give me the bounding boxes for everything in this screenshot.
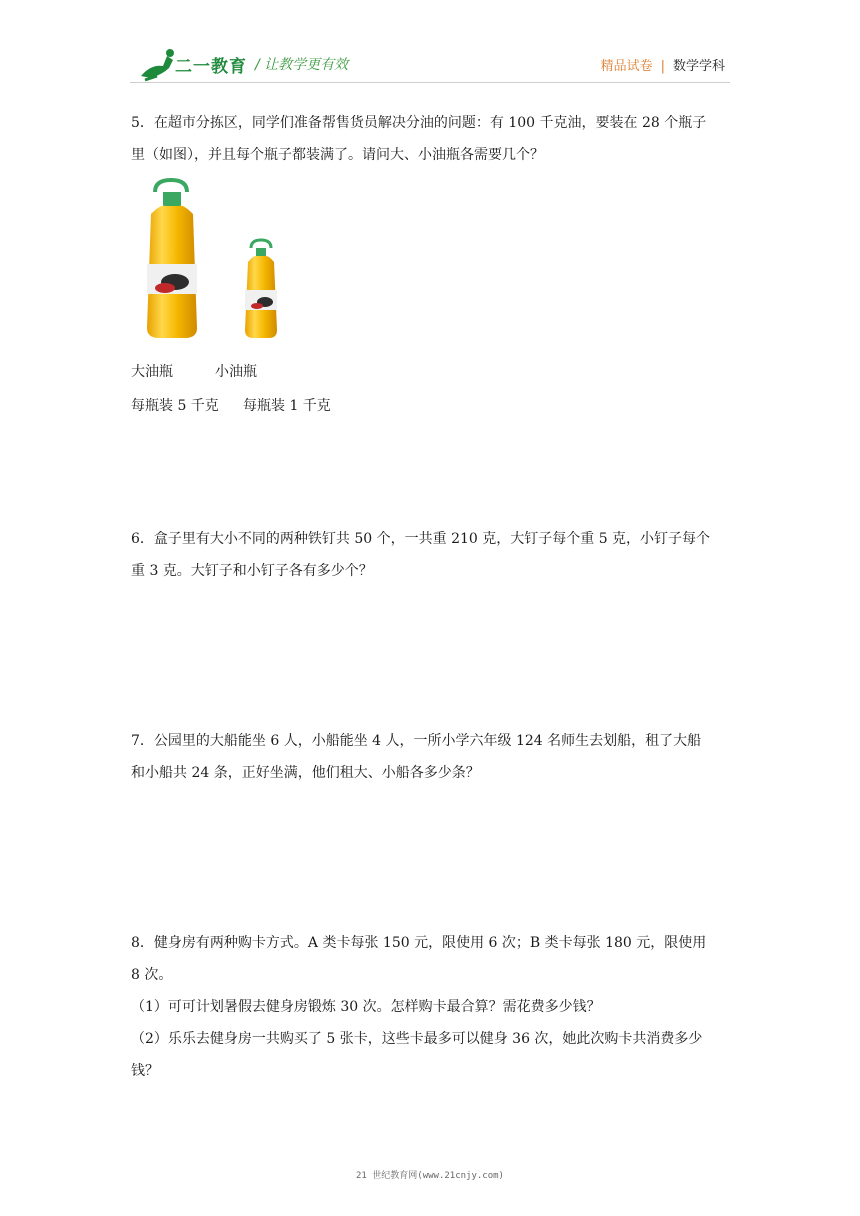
header-tags	[601, 55, 725, 74]
small-bottle-icon	[245, 240, 277, 338]
question-8-line1: 8．健身房有两种购卡方式。A 类卡每张 150 元，限使用 6 次；B 类卡每张 180 元，限使用	[131, 935, 707, 951]
question-6-line1: 6．盒子里有大小不同的两种铁钉共 50 个，一共重 210 克，大钉子每个重 5 克，小钉子每个	[131, 531, 711, 547]
slogan: / 让教学更有效	[255, 57, 349, 73]
big-bottle-icon	[147, 180, 197, 338]
question-6	[131, 523, 731, 587]
question-8-sub2-line1: （2）乐乐去健身房一共购买了 5 张卡，这些卡最多可以健身 36 次，她此次购卡共消费多少	[131, 1031, 703, 1047]
question-7	[131, 725, 731, 789]
question-6-line2: 重 3 克。大钉子和小钉子各有多少个？	[131, 563, 373, 579]
question-8-sub2-line2: 钱？	[131, 1063, 159, 1079]
big-bottle-label: 大油瓶	[131, 364, 173, 380]
question-8	[131, 927, 731, 1087]
small-bottle-capacity: 每瓶装 1 千克	[243, 398, 331, 414]
question-8-line2: 8 次。	[131, 967, 173, 983]
small-bottle-label: 小油瓶	[215, 364, 257, 380]
big-bottle-capacity: 每瓶装 5 千克	[131, 398, 219, 414]
oil-bottles-figure	[135, 178, 285, 343]
tag-quality-paper: 精品试卷	[600, 59, 653, 74]
page-header	[0, 0, 860, 95]
page-footer: 21 世纪教育网(www.21cnjy.com)	[356, 1171, 504, 1181]
question-5-line1: 5．在超市分拣区，同学们准备帮售货员解决分油的问题：有 100 千克油，要装在 28 个瓶子	[131, 115, 707, 131]
logo-text: 二一教育	[175, 57, 247, 77]
question-7-line2: 和小船共 24 条，正好坐满，他们租大、小船各多少条？	[131, 765, 480, 781]
question-8-sub1: （1）可可计划暑假去健身房锻炼 30 次。怎样购卡最合算？需花费多少钱？	[131, 999, 601, 1015]
tag-subject: 数学学科	[672, 59, 725, 74]
question-5-line2: 里（如图），并且每个瓶子都装满了。请问大、小油瓶各需要几个？	[131, 147, 544, 163]
question-5	[131, 107, 731, 171]
tag-separator: |	[660, 59, 665, 74]
question-7-line1: 7．公园里的大船能坐 6 人，小船能坐 4 人，一所小学六年级 124 名师生去划船，租了大船	[131, 733, 702, 749]
header-divider	[130, 82, 730, 83]
